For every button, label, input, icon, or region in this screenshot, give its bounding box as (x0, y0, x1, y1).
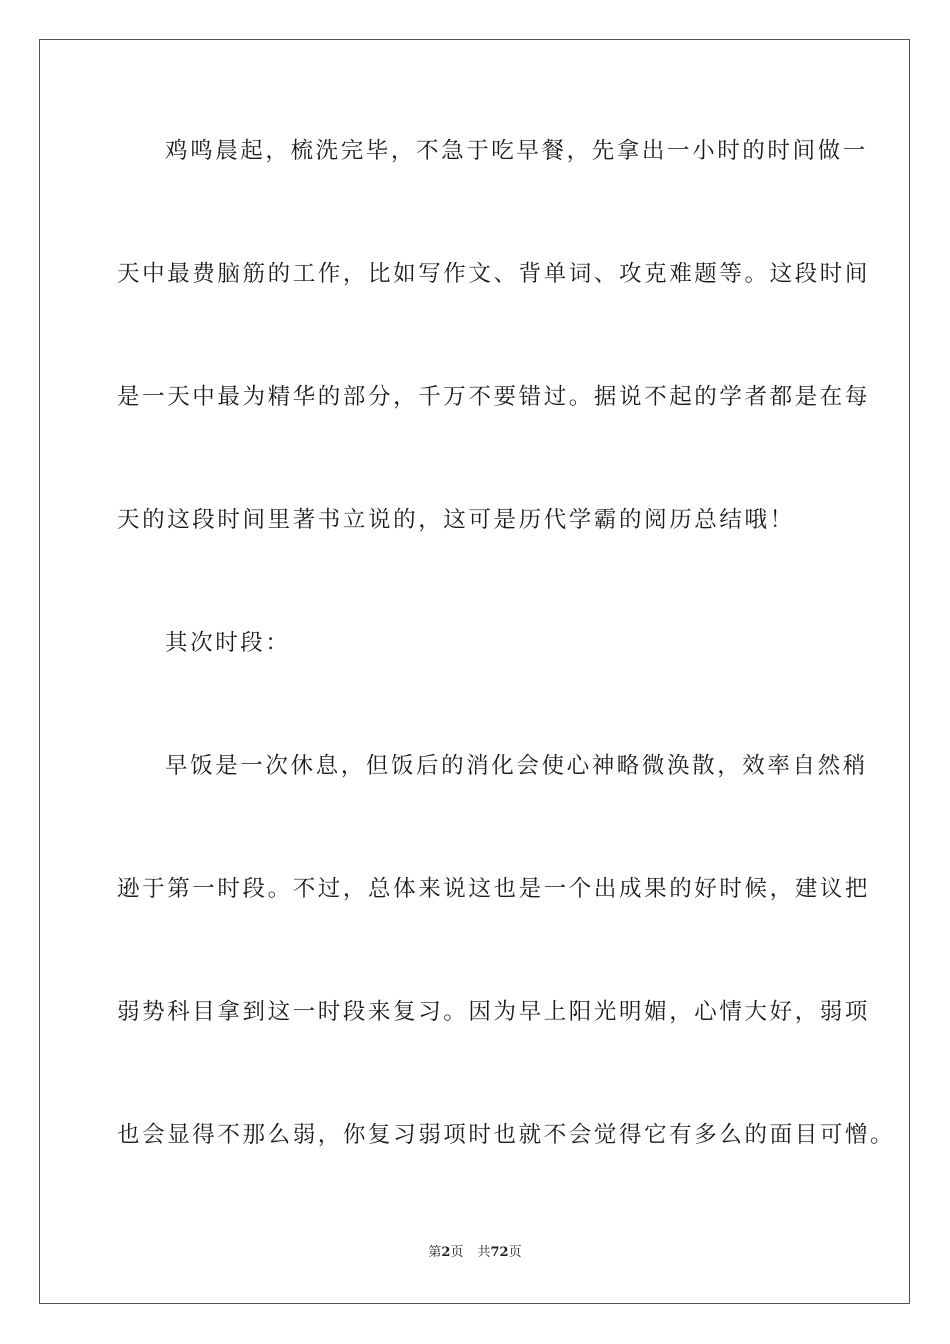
paragraph-2-line-4: 也会显得不那么弱，你复习弱项时也就不会觉得它有多么的面目可憎。 (117, 1122, 896, 1148)
page-border (39, 39, 910, 1304)
current-page-number: 2 (441, 1245, 451, 1260)
total-prefix: 共 (477, 1245, 491, 1260)
paragraph-1-line-2: 天中最费脑筋的工作，比如写作文、背单词、攻克难题等。这段时间 (117, 261, 871, 287)
paragraph-1-line-4: 天的这段时间里著书立说的，这可是历代学霸的阅历总结哦！ (117, 507, 795, 533)
paragraph-1-line-1: 鸡鸣晨起，梳洗完毕，不急于吃早餐，先拿出一小时的时间做一 (165, 138, 868, 164)
total-page-count: 72 (490, 1245, 509, 1260)
total-suffix: 页 (508, 1245, 522, 1260)
page-prefix: 第 (428, 1245, 442, 1260)
paragraph-2-line-1: 早饭是一次休息，但饭后的消化会使心神略微涣散，效率自然稍 (165, 753, 868, 779)
paragraph-2-line-3: 弱势科目拿到这一时段来复习。因为早上阳光明媚，心情大好，弱项 (117, 999, 871, 1025)
page-footer (0, 1244, 950, 1262)
paragraph-1-line-3: 是一天中最为精华的部分，千万不要错过。据说不起的学者都是在每 (117, 384, 871, 410)
paragraph-2-line-2: 逊于第一时段。不过，总体来说这也是一个出成果的好时候，建议把 (117, 876, 871, 902)
page-suffix: 页 (450, 1245, 464, 1260)
section-heading: 其次时段： (165, 630, 291, 656)
